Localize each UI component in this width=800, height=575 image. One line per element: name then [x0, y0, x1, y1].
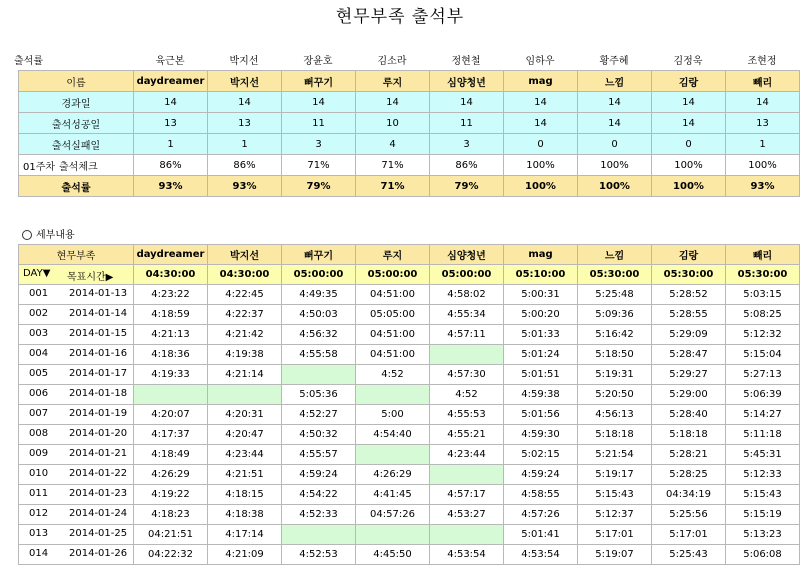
target-time: 05:00:00 [282, 265, 356, 285]
time-cell: 4:21:42 [208, 325, 282, 345]
time-cell: 4:23:44 [430, 445, 504, 465]
summary-value: 0 [504, 134, 578, 155]
time-cell: 4:52:33 [282, 505, 356, 525]
day-number: 008 [29, 428, 49, 439]
day-number: 004 [29, 348, 49, 359]
row-label: 출석성공일 [19, 113, 134, 134]
summary-table [18, 70, 800, 197]
time-cell: 4:54:22 [282, 485, 356, 505]
time-cell: 4:59:30 [504, 425, 578, 445]
summary-value: 14 [578, 92, 652, 113]
time-cell: 5:00:31 [504, 285, 578, 305]
check-value: 71% [356, 155, 430, 176]
day-number: 012 [29, 508, 49, 519]
check-value: 100% [578, 155, 652, 176]
rate-value: 100% [652, 176, 726, 197]
day-date-cell [19, 405, 134, 425]
time-cell [356, 525, 430, 545]
day-date-cell [19, 465, 134, 485]
nickname-header: 심양청년 [430, 245, 504, 265]
rate-value: 93% [134, 176, 208, 197]
nickname-header: 박지선 [208, 245, 282, 265]
name-header: 이름 [19, 71, 134, 92]
check-value: 86% [134, 155, 208, 176]
check-value: 100% [652, 155, 726, 176]
check-value: 86% [208, 155, 282, 176]
summary-row [19, 113, 800, 134]
time-cell: 4:45:50 [356, 545, 430, 565]
target-label: 목표시간▶ [67, 272, 114, 283]
time-cell: 4:19:22 [134, 485, 208, 505]
time-cell: 04:22:32 [134, 545, 208, 565]
time-cell: 4:41:45 [356, 485, 430, 505]
table-row [19, 345, 800, 365]
time-cell [430, 465, 504, 485]
time-cell: 4:52 [356, 365, 430, 385]
time-cell [430, 525, 504, 545]
date-label: 2014-01-20 [69, 428, 128, 439]
time-cell: 4:20:31 [208, 405, 282, 425]
time-cell: 5:19:31 [578, 365, 652, 385]
time-cell: 4:57:26 [504, 505, 578, 525]
time-cell: 4:21:51 [208, 465, 282, 485]
real-name-label: 황주혜 [599, 56, 629, 67]
time-cell [134, 385, 208, 405]
day-number: 007 [29, 408, 49, 419]
time-cell: 5:01:33 [504, 325, 578, 345]
target-time: 05:30:00 [726, 265, 800, 285]
time-cell: 4:55:57 [282, 445, 356, 465]
day-date-cell [19, 545, 134, 565]
time-cell: 4:20:07 [134, 405, 208, 425]
time-cell: 04:51:00 [356, 325, 430, 345]
rate-value: 100% [504, 176, 578, 197]
check-value: 71% [282, 155, 356, 176]
detail-header-row [19, 245, 800, 265]
nickname-header: 느낌 [578, 245, 652, 265]
time-cell: 5:08:25 [726, 305, 800, 325]
time-cell: 5:06:39 [726, 385, 800, 405]
day-date-cell [19, 445, 134, 465]
nickname-header: daydreamer [134, 71, 208, 92]
real-name-label: 임하우 [525, 56, 555, 67]
target-time: 05:10:00 [504, 265, 578, 285]
time-cell: 5:25:48 [578, 285, 652, 305]
time-cell: 5:29:09 [652, 325, 726, 345]
time-cell: 4:49:35 [282, 285, 356, 305]
time-cell: 4:57:11 [430, 325, 504, 345]
summary-value: 13 [726, 113, 800, 134]
time-cell: 4:21:14 [208, 365, 282, 385]
time-cell: 4:50:32 [282, 425, 356, 445]
time-cell: 5:15:19 [726, 505, 800, 525]
time-cell: 5:28:47 [652, 345, 726, 365]
day-number: 001 [29, 288, 49, 299]
day-date-cell [19, 345, 134, 365]
time-cell: 5:28:40 [652, 405, 726, 425]
time-cell [430, 345, 504, 365]
time-cell: 5:15:43 [578, 485, 652, 505]
summary-value: 14 [652, 92, 726, 113]
time-cell: 5:28:55 [652, 305, 726, 325]
summary-value: 13 [208, 113, 282, 134]
table-row [19, 525, 800, 545]
date-label: 2014-01-21 [69, 448, 128, 459]
time-cell: 5:14:27 [726, 405, 800, 425]
time-cell: 4:18:49 [134, 445, 208, 465]
rate-value: 93% [726, 176, 800, 197]
target-time: 05:00:00 [356, 265, 430, 285]
time-cell: 4:20:47 [208, 425, 282, 445]
time-cell: 5:15:43 [726, 485, 800, 505]
time-cell: 4:58:55 [504, 485, 578, 505]
check-value: 86% [430, 155, 504, 176]
summary-value: 11 [282, 113, 356, 134]
summary-value: 14 [726, 92, 800, 113]
time-cell: 5:16:42 [578, 325, 652, 345]
time-cell: 5:18:50 [578, 345, 652, 365]
time-cell: 4:53:27 [430, 505, 504, 525]
nickname-header: 루지 [356, 245, 430, 265]
rate-value: 79% [282, 176, 356, 197]
time-cell: 4:55:58 [282, 345, 356, 365]
day-date-cell [19, 525, 134, 545]
section-label [22, 226, 75, 241]
date-label: 2014-01-17 [69, 368, 128, 379]
time-cell: 5:28:25 [652, 465, 726, 485]
table-row [19, 465, 800, 485]
time-cell: 5:27:13 [726, 365, 800, 385]
time-cell: 5:25:56 [652, 505, 726, 525]
real-name-label: 조현정 [747, 56, 777, 67]
time-cell: 4:18:23 [134, 505, 208, 525]
time-cell [208, 385, 282, 405]
time-cell: 4:26:29 [134, 465, 208, 485]
time-cell: 5:03:15 [726, 285, 800, 305]
time-cell: 04:57:26 [356, 505, 430, 525]
date-label: 2014-01-23 [69, 488, 128, 499]
rate-row [19, 176, 800, 197]
time-cell: 4:58:02 [430, 285, 504, 305]
day-date-cell [19, 385, 134, 405]
nickname-header: 심양청년 [430, 71, 504, 92]
real-name-label: 정현철 [451, 56, 481, 67]
time-cell: 4:55:53 [430, 405, 504, 425]
target-time: 04:30:00 [208, 265, 282, 285]
day-number: 006 [29, 388, 49, 399]
time-cell: 4:21:13 [134, 325, 208, 345]
check-label-cell [19, 155, 134, 176]
time-cell: 4:21:09 [208, 545, 282, 565]
rate-value: 79% [430, 176, 504, 197]
section-label-text: 세부내용 [36, 230, 75, 241]
date-label: 2014-01-24 [69, 508, 128, 519]
real-name-label: 육근본 [155, 56, 185, 67]
time-cell: 04:51:00 [356, 285, 430, 305]
check-value: 100% [726, 155, 800, 176]
time-cell: 4:59:38 [504, 385, 578, 405]
time-cell: 5:20:50 [578, 385, 652, 405]
rate-value: 93% [208, 176, 282, 197]
time-cell: 4:19:38 [208, 345, 282, 365]
time-cell: 4:59:24 [282, 465, 356, 485]
date-label: 2014-01-26 [69, 548, 128, 559]
summary-value: 14 [430, 92, 504, 113]
day-number: 005 [29, 368, 49, 379]
target-time: 05:30:00 [578, 265, 652, 285]
summary-value: 1 [208, 134, 282, 155]
time-cell: 4:18:36 [134, 345, 208, 365]
time-cell: 5:12:33 [726, 465, 800, 485]
time-cell: 5:00:20 [504, 305, 578, 325]
time-cell: 4:23:22 [134, 285, 208, 305]
nickname-header: 박지선 [208, 71, 282, 92]
target-row [19, 265, 800, 285]
day-date-cell [19, 325, 134, 345]
nickname-header: mag [504, 245, 578, 265]
table-row [19, 505, 800, 525]
time-cell: 4:55:34 [430, 305, 504, 325]
nickname-header: 뻐꾸기 [282, 71, 356, 92]
time-cell: 4:52:27 [282, 405, 356, 425]
time-cell: 4:57:17 [430, 485, 504, 505]
time-cell: 4:23:44 [208, 445, 282, 465]
target-time: 05:00:00 [430, 265, 504, 285]
date-label: 2014-01-22 [69, 468, 128, 479]
time-cell: 4:55:21 [430, 425, 504, 445]
time-cell: 5:21:54 [578, 445, 652, 465]
time-cell: 4:17:37 [134, 425, 208, 445]
time-cell: 4:18:15 [208, 485, 282, 505]
row-label: 경과일 [19, 92, 134, 113]
time-cell [282, 365, 356, 385]
real-name-label: 장윤호 [303, 56, 333, 67]
nickname-header: 느낌 [578, 71, 652, 92]
table-row [19, 485, 800, 505]
day-date-cell [19, 305, 134, 325]
real-name-label: 박지선 [229, 56, 259, 67]
time-cell: 5:13:23 [726, 525, 800, 545]
time-cell: 05:05:00 [356, 305, 430, 325]
date-label: 2014-01-25 [69, 528, 128, 539]
time-cell: 4:52 [430, 385, 504, 405]
day-number: 014 [29, 548, 49, 559]
rate-label: 출석률 [19, 176, 134, 197]
time-cell: 5:02:15 [504, 445, 578, 465]
time-cell: 4:53:54 [430, 545, 504, 565]
nickname-header: 빼리 [726, 245, 800, 265]
nickname-header: daydreamer [134, 245, 208, 265]
time-cell: 4:18:38 [208, 505, 282, 525]
time-cell: 4:53:54 [504, 545, 578, 565]
summary-value: 14 [504, 113, 578, 134]
real-names-row [0, 46, 800, 68]
table-row [19, 385, 800, 405]
time-cell: 5:25:43 [652, 545, 726, 565]
circle-icon [22, 230, 32, 240]
nickname-header: 김랑 [652, 245, 726, 265]
summary-value: 4 [356, 134, 430, 155]
check-value: 100% [504, 155, 578, 176]
summary-value: 14 [578, 113, 652, 134]
summary-label: 출석률 [14, 56, 43, 67]
time-cell: 4:22:45 [208, 285, 282, 305]
summary-value: 11 [430, 113, 504, 134]
table-row [19, 285, 800, 305]
time-cell: 5:01:24 [504, 345, 578, 365]
summary-value: 14 [356, 92, 430, 113]
check-label: 출석체크 [59, 162, 98, 173]
time-cell: 5:28:52 [652, 285, 726, 305]
detail-table [18, 244, 800, 565]
summary-value: 1 [134, 134, 208, 155]
day-date-cell [19, 485, 134, 505]
time-cell: 4:22:37 [208, 305, 282, 325]
time-cell: 4:18:59 [134, 305, 208, 325]
time-cell: 5:11:18 [726, 425, 800, 445]
day-label: DAY▼ [23, 268, 51, 279]
time-cell: 5:05:36 [282, 385, 356, 405]
day-date-cell [19, 365, 134, 385]
summary-value: 14 [652, 113, 726, 134]
time-cell: 4:56:13 [578, 405, 652, 425]
week-label: 01주차 [23, 162, 56, 173]
table-row [19, 325, 800, 345]
table-row [19, 445, 800, 465]
table-row [19, 365, 800, 385]
summary-value: 0 [652, 134, 726, 155]
date-label: 2014-01-18 [69, 388, 128, 399]
day-date-cell [19, 285, 134, 305]
nickname-header: 김랑 [652, 71, 726, 92]
time-cell: 5:17:01 [652, 525, 726, 545]
time-cell: 5:06:08 [726, 545, 800, 565]
summary-value: 14 [282, 92, 356, 113]
row-label: 출석실패일 [19, 134, 134, 155]
time-cell: 04:51:00 [356, 345, 430, 365]
time-cell: 5:17:01 [578, 525, 652, 545]
day-number: 013 [29, 528, 49, 539]
time-cell [282, 525, 356, 545]
time-cell: 5:12:32 [726, 325, 800, 345]
day-number: 003 [29, 328, 49, 339]
date-label: 2014-01-15 [69, 328, 128, 339]
time-cell: 4:50:03 [282, 305, 356, 325]
date-label: 2014-01-14 [69, 308, 128, 319]
time-cell: 5:19:17 [578, 465, 652, 485]
real-name-label: 김소라 [377, 56, 407, 67]
time-cell: 4:56:32 [282, 325, 356, 345]
day-number: 011 [29, 488, 49, 499]
time-cell: 4:59:24 [504, 465, 578, 485]
summary-value: 1 [726, 134, 800, 155]
time-cell: 5:45:31 [726, 445, 800, 465]
time-cell: 5:01:56 [504, 405, 578, 425]
summary-row [19, 92, 800, 113]
summary-value: 14 [134, 92, 208, 113]
time-cell: 5:00 [356, 405, 430, 425]
time-cell: 04:21:51 [134, 525, 208, 545]
time-cell: 4:52:53 [282, 545, 356, 565]
time-cell: 5:19:07 [578, 545, 652, 565]
time-cell: 4:17:14 [208, 525, 282, 545]
time-cell: 5:09:36 [578, 305, 652, 325]
time-cell: 5:12:37 [578, 505, 652, 525]
nickname-header: mag [504, 71, 578, 92]
summary-value: 10 [356, 113, 430, 134]
nickname-header: 빼리 [726, 71, 800, 92]
real-name-label: 김정욱 [673, 56, 703, 67]
detail-header-label: 현무부족 [19, 245, 134, 265]
target-time: 05:30:00 [652, 265, 726, 285]
summary-value: 3 [282, 134, 356, 155]
summary-value: 13 [134, 113, 208, 134]
date-label: 2014-01-13 [69, 288, 128, 299]
target-time: 04:30:00 [134, 265, 208, 285]
table-row [19, 405, 800, 425]
time-cell: 4:19:33 [134, 365, 208, 385]
day-number: 009 [29, 448, 49, 459]
time-cell [356, 385, 430, 405]
time-cell: 04:34:19 [652, 485, 726, 505]
date-label: 2014-01-19 [69, 408, 128, 419]
day-number: 002 [29, 308, 49, 319]
time-cell: 5:15:04 [726, 345, 800, 365]
time-cell: 5:18:18 [578, 425, 652, 445]
time-cell [356, 445, 430, 465]
time-cell: 5:29:27 [652, 365, 726, 385]
time-cell: 4:57:30 [430, 365, 504, 385]
table-row [19, 425, 800, 445]
rate-value: 100% [578, 176, 652, 197]
summary-header-row [19, 71, 800, 92]
time-cell: 4:26:29 [356, 465, 430, 485]
target-label-cell [19, 265, 134, 285]
time-cell: 5:29:00 [652, 385, 726, 405]
summary-value: 14 [504, 92, 578, 113]
time-cell: 5:28:21 [652, 445, 726, 465]
day-date-cell [19, 425, 134, 445]
date-label: 2014-01-16 [69, 348, 128, 359]
summary-row [19, 134, 800, 155]
day-number: 010 [29, 468, 49, 479]
time-cell: 5:18:18 [652, 425, 726, 445]
nickname-header: 루지 [356, 71, 430, 92]
sheet-title: 현무부족 출석부 [335, 7, 465, 27]
table-row [19, 305, 800, 325]
table-row [19, 545, 800, 565]
rate-value: 71% [356, 176, 430, 197]
time-cell: 5:01:41 [504, 525, 578, 545]
nickname-header: 뻐꾸기 [282, 245, 356, 265]
day-date-cell [19, 505, 134, 525]
summary-value: 3 [430, 134, 504, 155]
time-cell: 4:54:40 [356, 425, 430, 445]
time-cell: 5:01:51 [504, 365, 578, 385]
summary-value: 0 [578, 134, 652, 155]
summary-value: 14 [208, 92, 282, 113]
check-row [19, 155, 800, 176]
